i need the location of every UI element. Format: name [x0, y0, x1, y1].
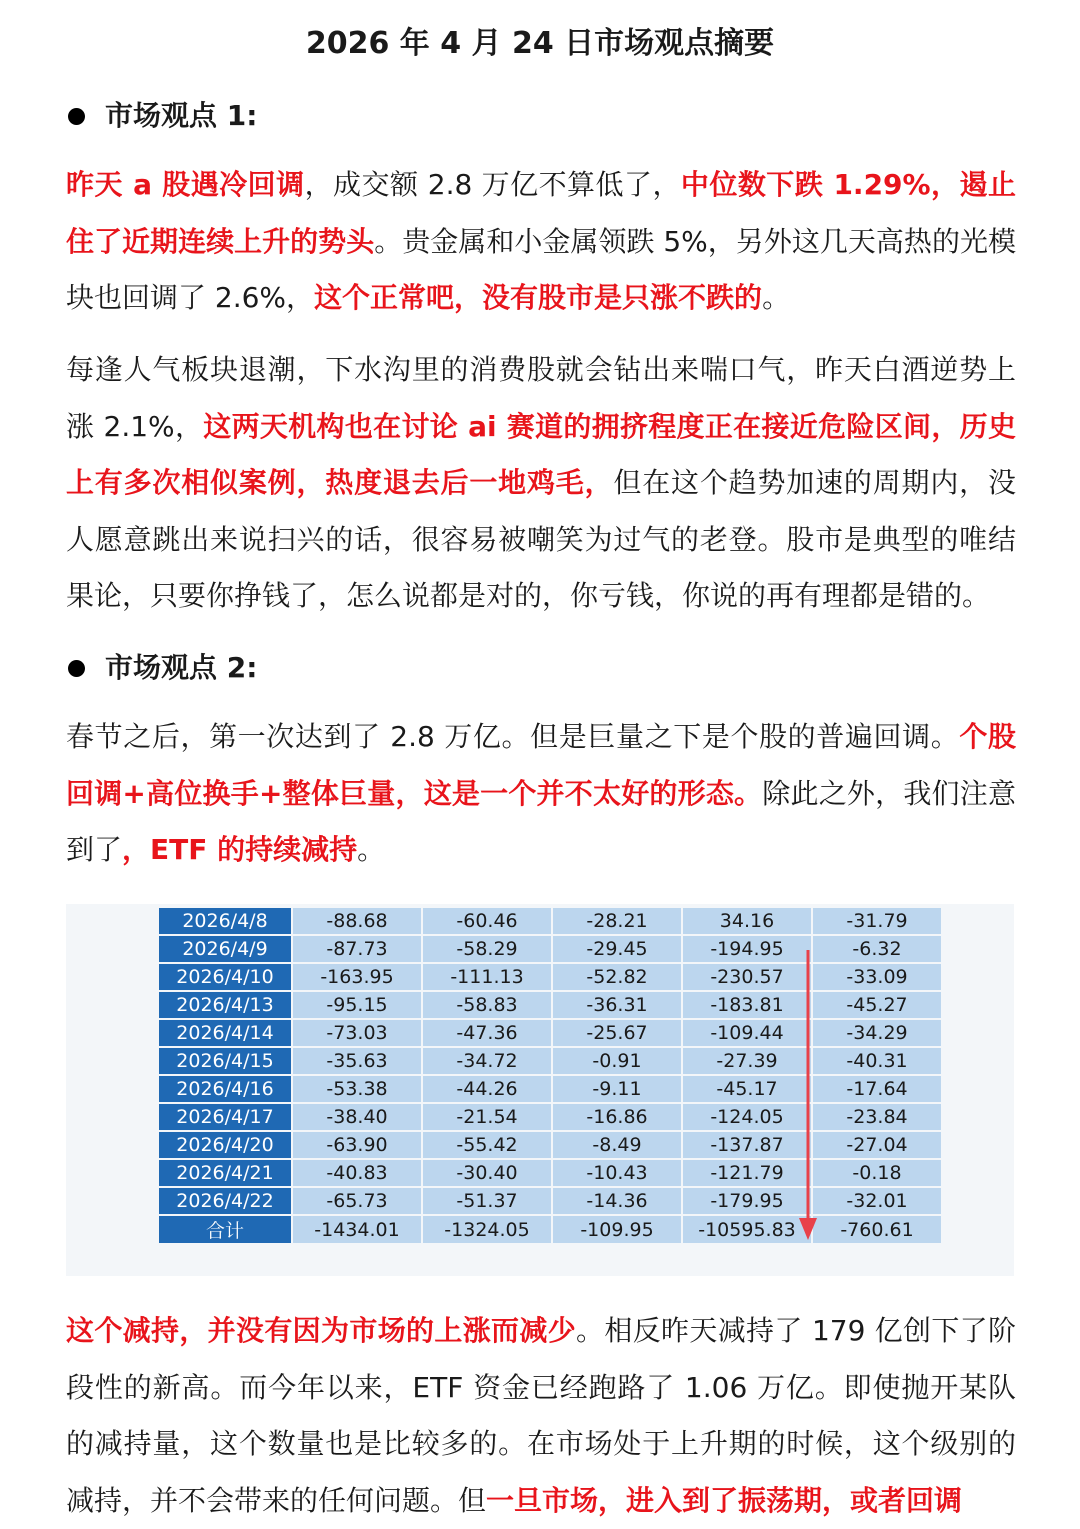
table-cell: -1324.05 [423, 1216, 551, 1243]
table-cell: -55.42 [423, 1132, 551, 1158]
table-cell: -0.18 [813, 1160, 941, 1186]
table-cell: -137.87 [683, 1132, 811, 1158]
row-date-cell: 2026/4/9 [159, 936, 291, 962]
section2-paragraph-2 [66, 1303, 1016, 1529]
body-text: 除此之外，我们注意到了 [66, 776, 1016, 866]
table-cell: -1434.01 [293, 1216, 421, 1243]
table-cell: -35.63 [293, 1048, 421, 1074]
highlight-text: 这两天机构也在讨论 ai 赛道的拥挤程度正在接近危险区间，历史上有多次相似案例，热度退去后一地鸡毛， [66, 409, 1016, 499]
table-cell: -163.95 [293, 964, 421, 990]
row-date-cell: 2026/4/22 [159, 1188, 291, 1214]
row-date-cell: 合计 [159, 1216, 291, 1243]
table-cell: -6.32 [813, 936, 941, 962]
table-cell: -45.27 [813, 992, 941, 1018]
body-text: ，成交额 2.8 万亿不算低了， [304, 168, 681, 201]
row-date-cell: 2026/4/20 [159, 1132, 291, 1158]
page-title: 2026 年 4 月 24 日市场观点摘要 [305, 26, 775, 61]
section1-paragraph-2 [66, 342, 1016, 625]
row-date-cell: 2026/4/16 [159, 1076, 291, 1102]
table-cell: -23.84 [813, 1104, 941, 1130]
table-cell: -10.43 [553, 1160, 681, 1186]
table-cell: -63.90 [293, 1132, 421, 1158]
highlight-text: 昨天 a 股遇冷回调 [66, 168, 305, 201]
table-cell: -14.36 [553, 1188, 681, 1214]
body-text: 。 [357, 833, 386, 866]
table-cell: -124.05 [683, 1104, 811, 1130]
row-date-cell: 2026/4/21 [159, 1160, 291, 1186]
row-date-cell: 2026/4/10 [159, 964, 291, 990]
table-cell: -52.82 [553, 964, 681, 990]
table-cell: -183.81 [683, 992, 811, 1018]
table-cell: -760.61 [813, 1216, 941, 1243]
table-cell: -31.79 [813, 908, 941, 934]
section1-paragraph-1 [66, 157, 1016, 327]
row-date-cell: 2026/4/17 [159, 1104, 291, 1130]
body-text: 。相反昨天减持了 179 亿创下了阶段性的新高。而今年以来，ETF 资金已经跑路了 1.06 万亿。即使抛开某队的减持量，这个数量也是比较多的。在市场处于上升期的时候，这个级别的减持，并不会带来的任何问题。但 [66, 1314, 1016, 1517]
table-cell: -44.26 [423, 1076, 551, 1102]
table-cell: -28.21 [553, 908, 681, 934]
row-date-cell: 2026/4/13 [159, 992, 291, 1018]
table-cell: -230.57 [683, 964, 811, 990]
table-cell: -25.67 [553, 1020, 681, 1046]
table-cell: -58.83 [423, 992, 551, 1018]
table-cell: -8.49 [553, 1132, 681, 1158]
table-cell: -40.31 [813, 1048, 941, 1074]
section-heading-1 [68, 96, 257, 136]
body-text: 每逢人气板块退潮，下水沟里的消费股就会钻出来喘口气，昨天白酒逆势上涨 2.1%， [66, 353, 1016, 443]
table-cell: -10595.83 [683, 1216, 811, 1243]
table-cell: -34.29 [813, 1020, 941, 1046]
section-heading-2 [68, 648, 257, 688]
highlight-text: ，ETF 的持续减持 [122, 833, 358, 866]
table-cell: -109.95 [553, 1216, 681, 1243]
highlight-text: 这个减持，并没有因为市场的上涨而减少 [66, 1314, 577, 1347]
table-cell: -194.95 [683, 936, 811, 962]
table-cell: -65.73 [293, 1188, 421, 1214]
section-heading-2-text: 市场观点 2: [105, 651, 258, 684]
row-date-cell: 2026/4/15 [159, 1048, 291, 1074]
table-cell: -87.73 [293, 936, 421, 962]
body-text: 。贵金属和小金属领跌 5%，另外这几天高热的光模块也回调了 2.6%， [66, 224, 1016, 314]
table-cell: -32.01 [813, 1188, 941, 1214]
table-cell: -53.38 [293, 1076, 421, 1102]
table-cell: -33.09 [813, 964, 941, 990]
down-arrow-icon [66, 904, 1014, 1276]
row-date-cell: 2026/4/14 [159, 1020, 291, 1046]
table-cell: -40.83 [293, 1160, 421, 1186]
highlight-text: 这个正常吧，没有股市是只涨不跌的 [314, 281, 763, 314]
table-cell: -179.95 [683, 1188, 811, 1214]
table-cell: -88.68 [293, 908, 421, 934]
section2-paragraph-1 [66, 709, 1016, 879]
bullet-icon [68, 108, 85, 125]
table-cell: -109.44 [683, 1020, 811, 1046]
table-cell: -47.36 [423, 1020, 551, 1046]
table-cell: 34.16 [683, 908, 811, 934]
section-heading-1-text: 市场观点 1: [105, 99, 258, 132]
body-text: 春节之后，第一次达到了 2.8 万亿。但是巨量之下是个股的普遍回调。 [66, 720, 960, 753]
etf-table-figure [66, 904, 1014, 1276]
table-cell: -0.91 [553, 1048, 681, 1074]
body-text: 但在这个趋势加速的周期内，没人愿意跳出来说扫兴的话，很容易被嘲笑为过气的老登。股市是典型的唯结果论，只要你挣钱了，怎么说都是对的，你亏钱，你说的再有理都是错的。 [66, 466, 1016, 612]
table-cell: -27.04 [813, 1132, 941, 1158]
table-cell: -121.79 [683, 1160, 811, 1186]
table-cell: -60.46 [423, 908, 551, 934]
table-cell: -45.17 [683, 1076, 811, 1102]
table-cell: -51.37 [423, 1188, 551, 1214]
table-cell: -38.40 [293, 1104, 421, 1130]
table-cell: -73.03 [293, 1020, 421, 1046]
highlight-text: 一旦市场，进入到了振荡期，或者回调 [486, 1483, 963, 1517]
highlight-text: 中位数下跌 1.29%，遏止住了近期连续上升的势头 [66, 168, 1016, 258]
bullet-icon [68, 660, 85, 677]
row-date-cell: 2026/4/8 [159, 908, 291, 934]
table-cell: -34.72 [423, 1048, 551, 1074]
highlight-text: 个股回调+高位换手+整体巨量，这是一个并不太好的形态。 [66, 720, 1016, 810]
table-cell: -58.29 [423, 936, 551, 962]
table-cell: -17.64 [813, 1076, 941, 1102]
table-cell: -27.39 [683, 1048, 811, 1074]
table-cell: -21.54 [423, 1104, 551, 1130]
table-cell: -36.31 [553, 992, 681, 1018]
table-cell: -16.86 [553, 1104, 681, 1130]
table-cell: -29.45 [553, 936, 681, 962]
table-cell: -95.15 [293, 992, 421, 1018]
table-cell: -30.40 [423, 1160, 551, 1186]
table-cell: -9.11 [553, 1076, 681, 1102]
body-text: 。 [762, 281, 791, 314]
table-cell: -111.13 [423, 964, 551, 990]
